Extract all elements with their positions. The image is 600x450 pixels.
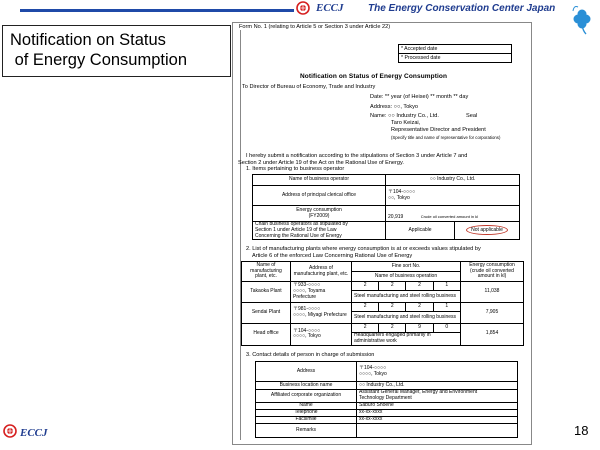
telephone-value: xx-xx-xxxx [357,410,518,417]
col-fine-sort: Fine sort No. [352,262,461,272]
contact-table [255,361,518,438]
operator-name-label: Name of business operator [253,175,386,186]
business-head-office: Headquarters engaged primarily in administrative work [352,333,461,346]
consumption-year: (FY2009) [308,212,330,219]
header-org-name: The Energy Conservation Center Japan [368,3,556,14]
col-plant-address: Address of manufacturing plant, etc. [291,262,352,282]
sort-digit: 0 [433,324,460,333]
sort-digit: 2 [352,282,379,291]
business-operator-table [252,174,520,240]
col-energy: Energy consumption (crude oil converted amount in kl) [461,262,524,282]
applicable-option: Applicable [386,222,455,240]
chain-label-line-3: Concerning the Rational Use of Energy [255,232,342,239]
telephone-label: Telephone [256,410,357,417]
head-office-address: ○○○○, Tokyo [293,333,321,340]
takaoka-address: ○○○○, Toyama Prefecture [293,288,326,300]
date-line: Date: ** year (of Heisei) ** month ** day [370,94,469,100]
contact-address: ○○○○, Tokyo [359,370,387,377]
plant-name-sendai: Sendai Plant [242,303,291,324]
chain-label-line-1: Chain business operators as stipulated by [255,221,348,227]
not-applicable-option [455,222,520,240]
contact-name-label: Name [256,403,357,410]
plants-table [241,261,524,346]
sendai-address: ○○○○, Miyagi Prefecture [293,312,347,318]
eccj-logo-icon [3,424,17,438]
energy-head-office: 1,854 [461,324,524,346]
consumption-number: 20,919 [388,214,404,221]
col-business-operation: Name of business operation [352,272,461,282]
corporate-org-label: Affiliated corporate organization [256,390,357,403]
consumption-label-text: Energy consumption [296,206,342,213]
seal-label: Seal [466,113,478,119]
not-applicable-circled: Not applicable [466,225,508,235]
page-number: 18 [574,423,589,438]
sort-digit: 2 [352,303,379,312]
sendai-postal: 〒981-○○○○ [293,306,321,313]
slide-title: Notification on Status of Energy Consumption [10,31,188,69]
contact-postal: 〒104-○○○○ [359,364,387,371]
energy-takaoka: 11,038 [461,282,524,303]
contact-name-value: Saburo Shoene [357,403,518,410]
sort-digit: 2 [406,282,433,291]
principal-office-value [386,186,520,206]
chain-operator-label [253,222,386,240]
sort-digit: 2 [406,303,433,312]
principal-office-label: Address of principal clerical office [253,186,386,206]
submission-statement-2: Section 2 under Article 19 of the Act on the Rational Use of Energy. [238,160,404,166]
sort-digit: 2 [379,303,406,312]
section-2-heading-1: 2. List of manufacturing plants where energy consumption is at or exceeds values stipulated by [246,246,481,252]
eccj-logo-icon [296,1,310,15]
location-name-label: Business location name [256,382,357,390]
contact-address-value [357,362,518,382]
facsimile-value: xx-xx-xxxx [357,417,518,424]
addressee: To Director of Bureau of Economy, Trade and Industry [242,84,376,90]
form-number: Form No. 1 (relating to Article 5 or Section 3 under Article 22) [239,24,391,30]
location-name-value: ○○ Industry Co., Ltd. [357,382,518,390]
plant-name-head-office: Head office [242,324,291,346]
address-line: Address: ○○, Tokyo [370,104,419,110]
facsimile-label: Facsimile [256,417,357,424]
head-office-postal: 〒104-○○○○ [293,327,321,334]
plant-address-head-office [291,324,352,346]
section-2-heading-2: Article 6 of the enforced Law Concerning Rational Use of Energy [252,253,413,259]
plant-address-takaoka [291,282,352,303]
operator-name-value: ○○ Industry Co., Ltd. [386,175,520,186]
org-line-2: Technology Department [359,395,412,401]
sort-digit: 2 [352,324,379,333]
representative-title: Representative Director and President [391,127,486,133]
org-line-1: Assistant General Manager, Energy and Environment [359,389,478,396]
energy-consumption-value [386,206,520,222]
sort-digit: 2 [379,324,406,333]
accepted-date-box: * Accepted date [398,44,512,54]
form-title: Notification on Status of Energy Consumption [300,73,448,80]
energy-sendai: 7,905 [461,303,524,324]
sort-digit: 1 [433,282,460,291]
chain-label-line-2: Section 1 under Article 19 of the Law [255,226,337,233]
energy-consumption-label [253,206,386,222]
representative-name: Taro Keizai, [391,120,421,126]
remarks-label: Remarks [256,424,357,438]
business-sendai: Steel manufacturing and steel rolling business [352,312,461,324]
plant-name-takaoka: Takaoka Plant [242,282,291,303]
corporate-org-value [357,390,518,403]
remarks-value [357,424,518,438]
takaoka-postal: 〒933-○○○○ [293,282,321,289]
header-stripe-short [282,9,294,12]
name-line: Name: ○○ Industry Co., Ltd. [370,113,439,119]
sort-digit: 9 [406,324,433,333]
processed-date-box: * Processed date [398,53,512,63]
section-1-heading: 1. Items pertaining to business operator [246,166,345,172]
plant-address-sendai [291,303,352,324]
business-takaoka: Steel manufacturing and steel rolling business [352,291,461,303]
contact-address-label: Address [256,362,357,382]
submission-statement-1: I hereby submit a notification according to the stipulations of Section 3 under Article 7 and [246,153,468,159]
clover-icon [570,3,594,35]
footer-org-short: ECCJ [20,427,48,439]
office-postal: 〒104-○○○○ [388,188,416,195]
col-plant-name: Name of manufacturing plant, etc. [242,262,291,282]
sort-digit: 2 [379,282,406,291]
sort-digit: 1 [433,303,460,312]
section-3-heading: 3. Contact details of person in charge of submission [246,352,375,358]
document-margin-line [240,30,241,440]
representative-note: (Specify title and name of representative for corporations) [391,135,501,140]
consumption-unit: Crude oil converted amount in kl [420,214,479,220]
header-stripe [20,9,282,12]
office-address: ○○, Tokyo [388,194,410,201]
header-org-short: ECCJ [316,2,344,14]
